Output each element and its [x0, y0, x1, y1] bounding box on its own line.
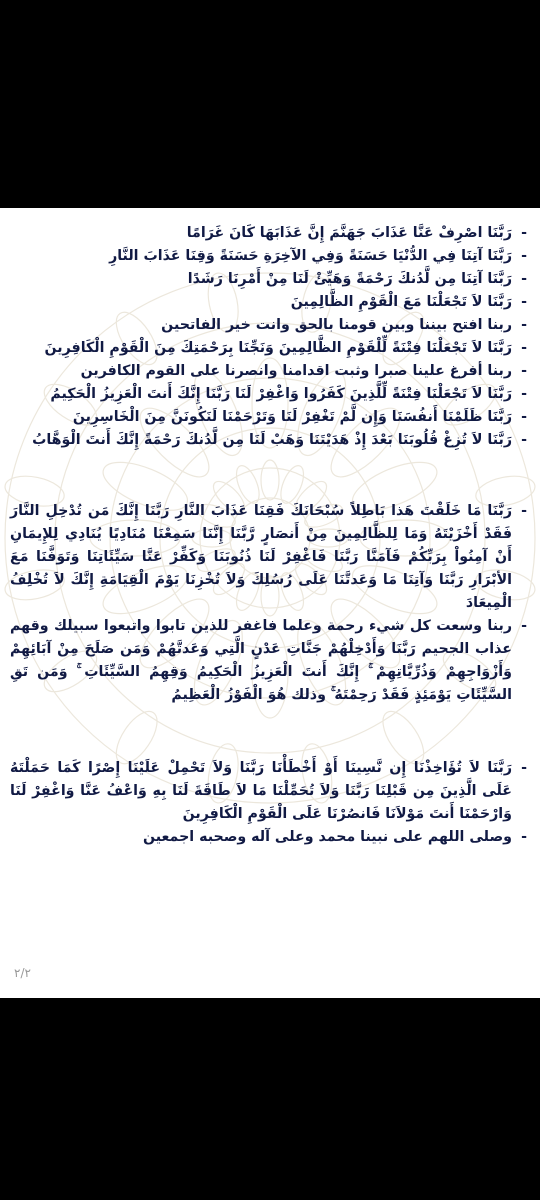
page-number: ٢/٢ [14, 966, 31, 980]
dua-item: - رَبَّنَا لاَ تَجْعَلْنَا فِتْنَةً لِّلْقَوْمِ الظَّالِمِينَ وَنَجِّنَا بِرَحْمَتِكَ مِنَ الْقَوْمِ الْكَافِرِينَ [10, 337, 528, 360]
dua-group-1 [10, 222, 528, 452]
document-page [0, 208, 540, 998]
dua-item: - رَبَّنَا ظَلَمْنَا أَنفُسَنَا وَإِن لَّمْ تَغْفِرْ لَنَا وَتَرْحَمْنَا لَنَكُونَنَّ مِنَ الْخَاسِرِينَ [10, 406, 528, 429]
dua-item: - ربنا أفرغ علينا صبرا وثبت اقدامنا وانصرنا على القوم الكافرين [10, 360, 528, 383]
dua-item: - رَبَّنَا لاَ تَجْعَلْنَا مَعَ الْقَوْمِ الظَّالِمِينَ [10, 291, 528, 314]
dua-item: - رَبَّنَا لاَ تُزِغْ قُلُوبَنَا بَعْدَ إِذْ هَدَيْتَنَا وَهَبْ لَنَا مِن لَّدُنكَ رَحْمَةً إِنَّكَ أَنتَ الْوَهَّابُ [10, 429, 528, 452]
dua-item: - رَبَّنَا اصْرِفْ عَنَّا عَذَابَ جَهَنَّمَ إِنَّ عَذَابَهَا كَانَ غَرَامًا [10, 222, 528, 245]
dua-item: - رَبَّنَا آتِنَا مِن لَّدُنكَ رَحْمَةً وَهَيِّئْ لَنَا مِنْ أَمْرِنَا رَشَدًا [10, 268, 528, 291]
closing-salawat: - وصلى اللهم على نبينا محمد وعلى آله وصحبه اجمعين [10, 826, 528, 849]
dua-list [10, 222, 528, 849]
spacer [10, 452, 528, 500]
spacer [10, 707, 528, 757]
dua-paragraph: - رَبَّنَا لاَ تُؤَاخِذْنَا إِن نَّسِينَا أَوْ أَخْطَأْنَا رَبَّنَا وَلاَ تَحْمِلْ عَلَيْنَا إِصْرًا كَمَا حَمَلْتَهُ عَلَى الَّذِينَ مِن قَبْلِنَا رَبَّنَا وَلاَ تُحَمِّلْنَا مَا لاَ طَاقَةَ لَنَا بِهِ وَاعْفُ عَنَّا وَاغْفِرْ لَنَا وَارْحَمْنَا أَنتَ مَوْلاَنَا فَانصُرْنَا عَلَى الْقَوْمِ الْكَافِرِينَ [10, 757, 528, 826]
dua-paragraph: - ربنا وسعت كل شيء رحمة وعلما فاغفر للذين تابوا واتبعوا سبيلك وقهم عذاب الجحيم رَبَّنَا وَأَدْخِلْهُمْ جَنَّاتِ عَدْنٍ الَّتِي وَعَدتَّهُمْ وَمَن صَلَحَ مِنْ آبَائِهِمْ وَأَزْوَاجِهِمْ وَذُرِّيَّاتِهِمْ ۚ إِنَّكَ أَنتَ الْعَزِيزُ الْحَكِيمُ وَقِهِمُ السَّيِّئَاتِ ۚ وَمَن تَقِ السَّيِّئَاتِ يَوْمَئِذٍ فَقَدْ رَحِمْتَهُ ۚ وذلك هُوَ الْفَوْزُ الْعَظِيمُ [10, 615, 528, 707]
dua-item: - رَبَّنَا آتِنَا فِي الدُّنْيَا حَسَنَةً وَفِي الآخِرَةِ حَسَنَةً وَقِنَا عَذَابَ النَّارِ [10, 245, 528, 268]
dua-item: - ربنا افتح بيننا وبين قومنا بالحق وانت خير الفاتحين [10, 314, 528, 337]
dua-paragraph: - رَبَّنَا مَا خَلَقْتَ هَذا بَاطِلاً سُبْحَانَكَ فَقِنَا عَذَابَ النَّارِ رَبَّنَا إِنَّكَ مَن تُدْخِلِ النَّارَ فَقَدْ أَخْزَيْتَهُ وَمَا لِلظَّالِمِينَ مِنْ أَنصَارٍ رَّبَّنَا إِنَّنَا سَمِعْنَا مُنَادِيًا يُنَادِي لِلإِيمَانِ أَنْ آمِنُواْ بِرَبِّكُمْ فَآمَنَّا رَبَّنَا فَاغْفِرْ لَنَا ذُنُوبَنَا وَكَفِّرْ عَنَّا سَيِّئَاتِنَا وَتَوَفَّنَا مَعَ الأبْرَارِ رَبَّنَا وَآتِنَا مَا وَعَدتَّنَا عَلَى رُسُلِكَ وَلاَ تُخْزِنَا يَوْمَ الْقِيَامَةِ إِنَّكَ لاَ تُخْلِفُ الْمِيعَادَ [10, 500, 528, 615]
dua-item: - رَبَّنَا لاَ تَجْعَلْنَا فِتْنَةً لِّلَّذِينَ كَفَرُوا وَاغْفِرْ لَنَا رَبَّنَا إِنَّكَ أَنتَ الْعَزِيزُ الْحَكِيمُ [10, 383, 528, 406]
dua-group-3 [10, 757, 528, 849]
dua-group-2 [10, 500, 528, 707]
